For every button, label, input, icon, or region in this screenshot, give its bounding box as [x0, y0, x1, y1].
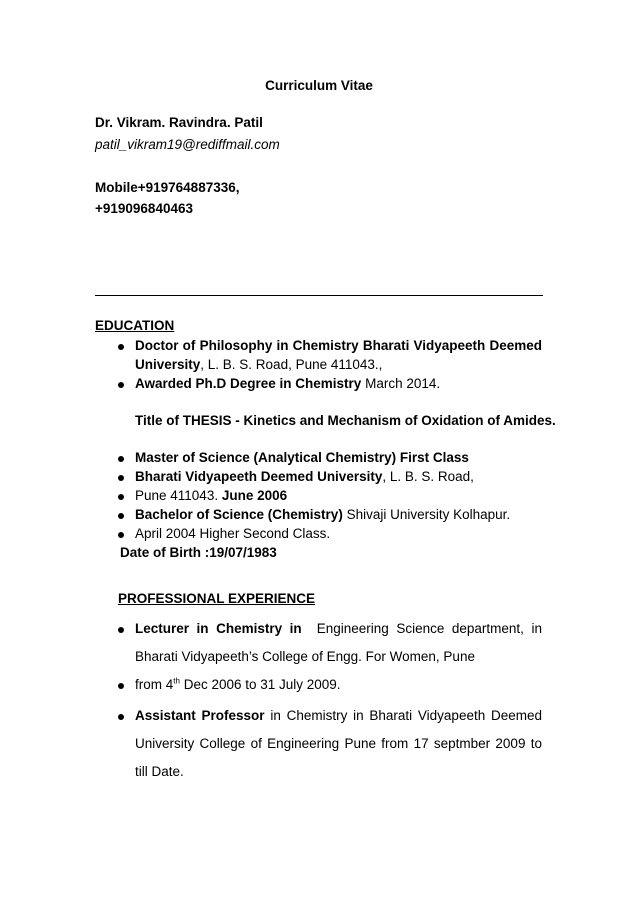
- phd-line-2: [135, 357, 382, 372]
- lecturer-department: Engineering Science department, in: [316, 621, 542, 636]
- mobile-number-2: +919096840463: [95, 201, 193, 216]
- bullet-icon: [118, 683, 124, 689]
- bullet-icon: [118, 714, 124, 720]
- bvdu-name: Bharati Vidyapeeth Deemed University: [135, 469, 383, 484]
- bullet-icon: [118, 456, 124, 462]
- divider-line: [95, 295, 543, 296]
- awarded-date: March 2014.: [361, 376, 441, 391]
- experience-heading: PROFESSIONAL EXPERIENCE: [118, 591, 316, 606]
- phd-line-1: Doctor of Philosophy in Chemistry Bharati Vidyapeeth Deemed: [135, 338, 542, 353]
- document-title: Curriculum Vitae: [265, 78, 373, 93]
- phd-address: , L. B. S. Road, Pune 411043.,: [200, 357, 383, 372]
- bullet-icon: [118, 344, 124, 350]
- phd-university: University: [135, 357, 201, 372]
- lecturer-line-1: [135, 621, 542, 636]
- bvdu-line: [135, 469, 474, 484]
- pune-line: [135, 488, 287, 503]
- bullet-icon: [118, 627, 124, 633]
- msc-date: June 2006: [221, 488, 288, 503]
- awarded-line: [135, 376, 440, 391]
- assistant-title: Assistant Professor: [135, 708, 265, 723]
- bsc-degree: Bachelor of Science (Chemistry): [135, 507, 343, 522]
- bsc-university: Shivaji University Kolhapur.: [342, 507, 511, 522]
- lecturer-period: [135, 677, 341, 692]
- thesis-title: Title of THESIS - Kinetics and Mechanism of Oxidation of Amides.: [135, 413, 556, 428]
- person-name: Dr. Vikram. Ravindra. Patil: [95, 115, 263, 130]
- bullet-icon: [118, 532, 124, 538]
- lecturer-line-2: Bharati Vidyapeeth’s College of Engg. For Women, Pune: [135, 649, 475, 664]
- assistant-line-2: University College of Engineering Pune from 17 septmber 2009 to: [135, 736, 542, 751]
- bsc-line: [135, 507, 510, 522]
- bullet-icon: [118, 494, 124, 500]
- education-heading: EDUCATION: [95, 318, 175, 333]
- period-rest: Dec 2006 to 31 July 2009.: [179, 677, 341, 692]
- assistant-line-3: till Date.: [135, 764, 184, 779]
- email-address: patil_vikram19@rediffmail.com: [95, 137, 280, 152]
- msc-line: Master of Science (Analytical Chemistry) First Class: [135, 450, 469, 465]
- mobile-number-1: Mobile+919764887336,: [95, 180, 240, 195]
- assistant-line-1: [135, 708, 542, 723]
- date-of-birth: Date of Birth :19/07/1983: [120, 545, 277, 560]
- bullet-icon: [118, 382, 124, 388]
- bullet-icon: [118, 513, 124, 519]
- period-start: from 4: [135, 677, 174, 692]
- awarded-degree: Awarded Ph.D Degree in Chemistry: [135, 376, 362, 391]
- pune-postcode: Pune 411043.: [135, 488, 222, 503]
- bullet-icon: [118, 475, 124, 481]
- lecturer-title: Lecturer in Chemistry in: [135, 621, 302, 636]
- assistant-department: in Chemistry in Bharati Vidyapeeth Deemed: [264, 708, 543, 723]
- ordinal-suffix: th: [173, 676, 180, 686]
- april-line: April 2004 Higher Second Class.: [135, 526, 331, 541]
- bvdu-address: , L. B. S. Road,: [382, 469, 474, 484]
